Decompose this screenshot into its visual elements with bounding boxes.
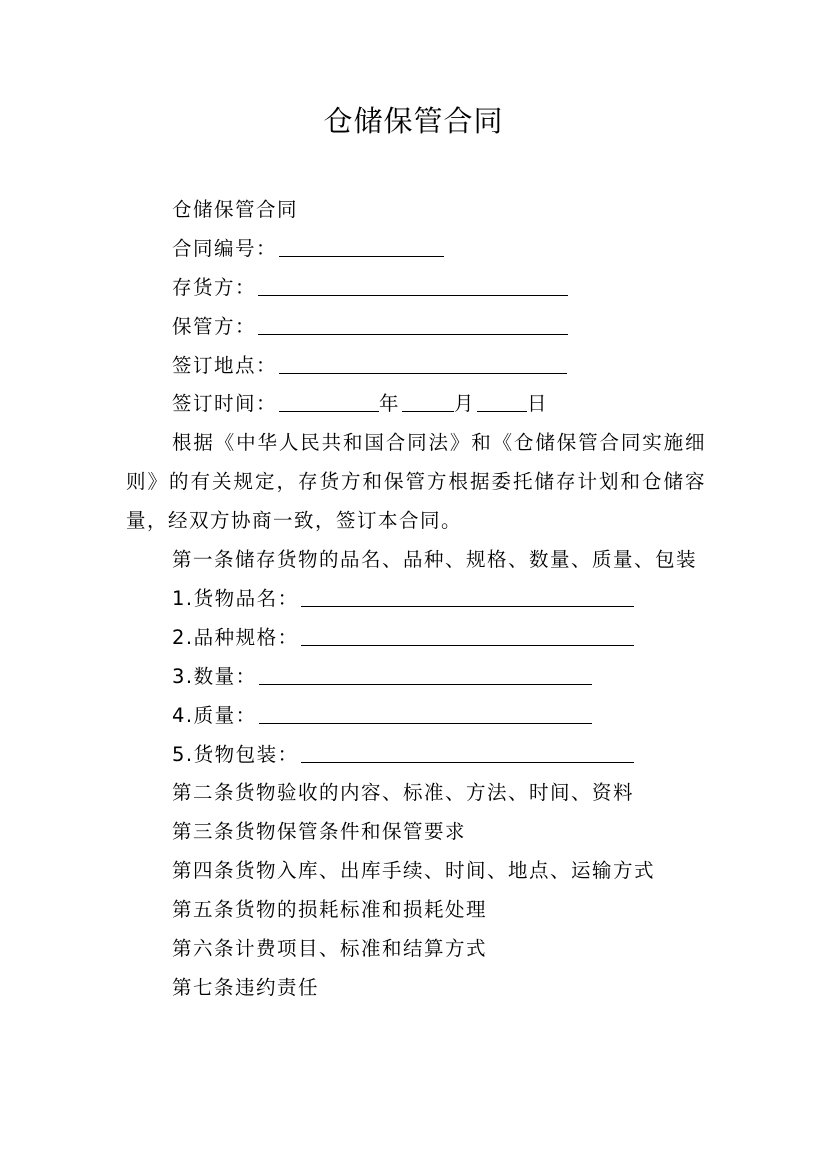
subtitle: 仓储保管合同 — [172, 198, 299, 221]
month-blank — [402, 391, 454, 412]
goods-quantity-blank — [259, 664, 592, 685]
day-label: 日 — [527, 392, 549, 416]
signing-time-label: 签订时间： — [172, 392, 278, 416]
goods-item — [126, 619, 706, 658]
signing-place-line — [126, 347, 706, 386]
goods-item — [126, 736, 706, 775]
article-1: 第一条储存货物的品名、品种、规格、数量、质量、包装 — [172, 548, 698, 572]
goods-item-label: 1.货物品名： — [172, 586, 299, 610]
goods-item — [126, 697, 706, 736]
intro-paragraph: 根据《中华人民共和国合同法》和《仓储保管合同实施细则》的有关规定，存货方和保管方根据委托储存计划和仓储容量，经双方协商一致，签订本合同。 — [126, 431, 706, 533]
article-line: 第二条货物验收的内容、标准、方法、时间、资料 — [172, 781, 635, 805]
signing-place-label: 签订地点： — [172, 353, 278, 377]
custodian-label: 保管方： — [172, 314, 257, 338]
contract-number-label: 合同编号： — [172, 236, 278, 260]
goods-item-label: 5.货物包装： — [172, 742, 299, 766]
month-label: 月 — [454, 392, 476, 416]
subtitle-line — [126, 191, 706, 230]
article-line: 第四条货物入库、出库手续、时间、地点、运输方式 — [172, 859, 656, 883]
goods-packaging-blank — [301, 742, 634, 763]
contract-number-blank — [279, 236, 444, 257]
goods-item-label: 4.质量： — [172, 703, 257, 727]
depositor-line — [126, 269, 706, 308]
contract-body — [126, 191, 706, 1008]
day-blank — [477, 391, 527, 412]
document-title: 仓储保管合同 — [323, 104, 504, 138]
article-line: 第六条计费项目、标准和结算方式 — [172, 936, 488, 960]
goods-item-label: 3.数量： — [172, 664, 257, 688]
year-label: 年 — [379, 392, 401, 416]
article-line: 第七条违约责任 — [172, 975, 320, 999]
goods-quality-blank — [259, 703, 592, 724]
goods-item — [126, 580, 706, 619]
depositor-blank — [258, 275, 568, 296]
depositor-label: 存货方： — [172, 275, 257, 299]
contract-number-line — [126, 230, 706, 269]
custodian-blank — [258, 314, 568, 335]
year-blank — [279, 391, 379, 412]
signing-time-line — [126, 385, 706, 424]
custodian-line — [126, 308, 706, 347]
goods-spec-blank — [301, 625, 634, 646]
goods-item-label: 2.品种规格： — [172, 625, 299, 649]
signing-place-blank — [279, 353, 567, 374]
article-line: 第三条货物保管条件和保管要求 — [172, 820, 467, 844]
article-line: 第五条货物的损耗标准和损耗处理 — [172, 898, 488, 922]
goods-item — [126, 658, 706, 697]
goods-name-blank — [301, 586, 634, 607]
